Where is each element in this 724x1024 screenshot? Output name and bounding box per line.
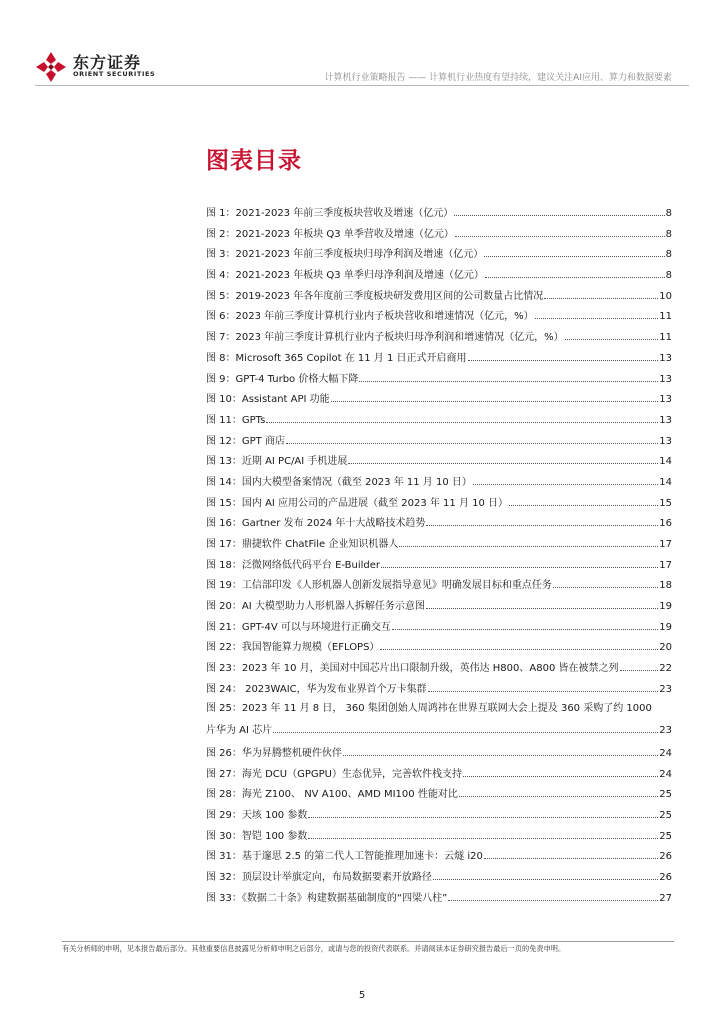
toc-entry-label: 图 7：2023 年前三季度计算机行业内子板块归母净利润和增速情况（亿元，%） <box>206 332 564 344</box>
dot-leader <box>392 616 658 630</box>
dot-leader <box>485 264 665 278</box>
toc-entry-page: 25 <box>659 830 672 842</box>
toc-entry-page: 13 <box>659 414 672 426</box>
toc-entry[interactable] <box>206 285 672 306</box>
toc-entry-label: 图 19：工信部印发《人形机器人创新发展指导意见》明确发展目标和重点任务 <box>206 580 552 592</box>
dot-leader <box>454 202 664 216</box>
dot-leader <box>509 492 658 506</box>
toc-entry-page: 25 <box>659 789 672 801</box>
toc-entry[interactable] <box>206 368 672 389</box>
toc-entry-label: 图 15：国内 AI 应用公司的产品进展（截至 2023 年 11 月 10 日） <box>206 497 509 509</box>
toc-entry-label: 图 14：国内大模型备案情况（截至 2023 年 11 月 10 日） <box>206 476 472 488</box>
toc-entry[interactable] <box>206 202 672 223</box>
toc-entry[interactable] <box>206 699 672 742</box>
dot-leader <box>620 657 659 671</box>
toc-entry[interactable] <box>206 409 672 430</box>
toc-entry[interactable] <box>206 825 672 846</box>
toc-heading: 图表目录 <box>206 148 302 174</box>
dot-leader <box>455 223 665 237</box>
toc-entry-label: 图 17：鼎捷软件 ChatFile 企业知识机器人 <box>206 539 399 550</box>
toc-entry[interactable] <box>206 326 672 347</box>
toc-entry-label: 图 24： 2023WAIC，华为发布业界首个万卡集群 <box>206 683 427 695</box>
disclaimer-text: 有关分析师的申明，见本报告最后部分。其他重要信息披露见分析师申明之后部分，或请与您的投资代表联系。并请阅读本证券研究报告最后一页的免责申明。 <box>62 944 566 953</box>
toc-entry-label: 图 28：海光 Z100、 NV A100、AMD MI100 性能对比 <box>206 789 458 801</box>
dot-leader <box>359 368 658 382</box>
toc-entry[interactable] <box>206 450 672 471</box>
footer-divider <box>62 941 674 942</box>
dot-leader <box>565 326 659 340</box>
toc-entry[interactable] <box>206 512 672 533</box>
toc-entry-page: 8 <box>665 228 672 240</box>
toc-entry-page: 24 <box>659 768 672 780</box>
dot-leader <box>468 347 659 361</box>
toc-entry-page: 20 <box>659 642 672 654</box>
dot-leader <box>273 719 658 733</box>
toc-entry[interactable] <box>206 388 672 409</box>
dot-leader <box>380 636 658 650</box>
dot-leader <box>266 409 658 423</box>
toc-entry-page: 27 <box>659 892 672 904</box>
toc-entry-label: 图 10：Assistant API 功能 <box>206 394 330 406</box>
toc-entry-line2 <box>206 719 672 742</box>
dot-leader <box>426 595 658 609</box>
toc-entry-page: 13 <box>659 394 672 406</box>
toc-entry[interactable] <box>206 742 672 763</box>
dot-leader <box>343 742 658 756</box>
toc-entry-label: 图 13：近期 AI PC/AI 手机进展 <box>206 456 348 468</box>
logo-english-name: ORIENT SECURITIES <box>73 70 156 78</box>
toc-entry-label: 图 31：基于邃思 2.5 的第二代人工智能推理加速卡：云燧 i20 <box>206 851 483 863</box>
toc-entry-page: 15 <box>659 497 672 509</box>
company-logo <box>35 48 165 84</box>
toc-entry-label: 图 26：华为昇腾整机硬件伙伴 <box>206 747 342 759</box>
toc-entry-label: 图 6：2023 年前三季度计算机行业内子板块营收和增速情况（亿元，%） <box>206 311 534 323</box>
toc-entry-label: 图 5：2019-2023 年各年度前三季度板块研发费用区间的公司数量占比情况 <box>206 290 544 302</box>
toc-entry-page: 16 <box>659 518 672 530</box>
toc-entry[interactable] <box>206 533 672 554</box>
toc-entry-page: 8 <box>665 208 672 219</box>
toc-entry-label: 图 8：Microsoft 365 Copilot 在 11 月 1 日正式开启商用 <box>206 352 467 364</box>
dot-leader <box>473 471 658 485</box>
toc-entry[interactable] <box>206 243 672 264</box>
dot-leader <box>426 512 658 526</box>
toc-entry[interactable] <box>206 804 672 825</box>
toc-entry-label: 图 3：2021-2023 年前三季度板块归母净利润及增速（亿元） <box>206 249 484 261</box>
logo-chinese-name: 东方证券 <box>73 53 142 72</box>
toc-entry-page: 23 <box>659 683 672 695</box>
dot-leader <box>553 574 658 588</box>
toc-entry-label: 图 27：海光 DCU（GPGPU）生态优异，完善软件栈支持 <box>206 768 462 780</box>
toc-entry-label: 图 18：泛微网络低代码平台 E-Builder <box>206 559 381 571</box>
dot-leader <box>331 388 659 402</box>
toc-entry-page: 14 <box>659 476 672 488</box>
toc-entry[interactable] <box>206 678 672 699</box>
toc-entry-page: 17 <box>659 539 672 550</box>
dot-leader <box>484 243 664 257</box>
toc-entry-page: 14 <box>659 456 672 468</box>
dot-leader <box>308 825 658 839</box>
toc-entry-label: 图 16：Gartner 发布 2024 年十大战略技术趋势 <box>206 518 426 530</box>
figure-list <box>206 202 672 907</box>
toc-entry[interactable] <box>206 430 672 451</box>
dot-leader <box>308 804 658 818</box>
toc-entry[interactable] <box>206 223 672 244</box>
dot-leader <box>544 285 658 299</box>
toc-entry[interactable] <box>206 574 672 595</box>
page-number: 5 <box>358 990 366 1001</box>
toc-entry[interactable] <box>206 636 672 657</box>
toc-entry-label: 图 4：2021-2023 年板块 Q3 单季归母净利润及增速（亿元） <box>206 270 484 282</box>
dot-leader <box>348 450 658 464</box>
toc-entry-page: 23 <box>659 725 672 737</box>
dot-leader <box>459 783 658 797</box>
toc-entry-label: 图 2：2021-2023 年板块 Q3 单季营收及增速（亿元） <box>206 228 454 240</box>
toc-entry[interactable] <box>206 887 672 908</box>
toc-entry-label: 图 33：《数据二十条》构建数据基础制度的“四梁八柱” <box>206 892 448 904</box>
dot-leader <box>448 887 658 901</box>
toc-entry[interactable] <box>206 492 672 513</box>
toc-entry[interactable] <box>206 264 672 285</box>
orient-securities-logo-icon <box>35 51 67 83</box>
toc-entry-page: 10 <box>659 290 672 302</box>
toc-entry-page: 26 <box>659 872 672 884</box>
dot-leader <box>535 305 659 319</box>
toc-entry[interactable] <box>206 845 672 866</box>
toc-entry-label: 图 25：2023 年 11 月 8 日， 360 集团创始人周鸿祎在世界互联网大会上提及 360 采购了约 1000 <box>206 702 652 714</box>
toc-entry-page: 25 <box>659 809 672 821</box>
dot-leader <box>463 763 658 777</box>
toc-entry-label-continued: 片华为 AI 芯片 <box>206 725 273 737</box>
toc-entry[interactable] <box>206 866 672 887</box>
toc-entry-page: 22 <box>659 663 672 675</box>
toc-entry[interactable] <box>206 783 672 804</box>
toc-entry-label: 图 9：GPT-4 Turbo 价格大幅下降 <box>206 373 359 385</box>
dot-leader <box>399 533 658 547</box>
toc-entry-label: 图 21：GPT-4V 可以与环境进行正确交互 <box>206 621 391 633</box>
toc-entry-page: 13 <box>659 352 672 364</box>
toc-entry-label: 图 29：天垓 100 参数 <box>206 809 308 821</box>
toc-entry-label: 图 20：AI 大模型助力人形机器人拆解任务示意图 <box>206 601 425 613</box>
toc-entry-label: 图 1：2021-2023 年前三季度板块营收及增速（亿元） <box>206 208 454 219</box>
toc-entry-label: 图 11：GPTs <box>206 414 266 426</box>
toc-entry-label: 图 22：我国智能算力规模（EFLOPS） <box>206 642 380 654</box>
toc-entry-label: 图 23：2023 年 10 月，美国对中国芯片出口限制升级，英伟达 H800、A800 皆在被禁之列 <box>206 663 619 675</box>
toc-entry-page: 17 <box>659 559 672 571</box>
toc-entry[interactable] <box>206 305 672 326</box>
toc-entry[interactable] <box>206 657 672 678</box>
toc-entry[interactable] <box>206 347 672 368</box>
toc-entry-page: 13 <box>659 373 672 385</box>
toc-entry-page: 24 <box>659 747 672 759</box>
dot-leader <box>428 678 659 692</box>
toc-entry-page: 8 <box>665 249 672 261</box>
toc-entry[interactable] <box>206 616 672 637</box>
toc-entry-page: 19 <box>659 621 672 633</box>
dot-leader <box>433 866 658 880</box>
toc-entry-page: 26 <box>659 851 672 863</box>
toc-entry-page: 19 <box>659 601 672 613</box>
toc-entry-page: 11 <box>659 332 672 344</box>
report-title: 计算机行业策略报告 —— 计算机行业热度有望持续，建议关注AI应用、算力和数据要素 <box>324 73 672 83</box>
page-header <box>0 0 724 96</box>
dot-leader <box>286 430 658 444</box>
toc-entry[interactable] <box>206 554 672 575</box>
toc-entry-page: 11 <box>659 311 672 323</box>
dot-leader <box>381 554 658 568</box>
toc-entry[interactable] <box>206 471 672 492</box>
dot-leader <box>484 845 658 859</box>
toc-entry-page: 8 <box>665 270 672 282</box>
header-divider <box>35 85 689 86</box>
toc-entry-label: 图 32：顶层设计举旗定向，布局数据要素开放路径 <box>206 872 432 884</box>
toc-entry-page: 13 <box>659 435 672 447</box>
toc-entry-label: 图 30：智铠 100 参数 <box>206 830 308 842</box>
toc-entry-label: 图 12：GPT 商店 <box>206 435 285 447</box>
toc-entry[interactable] <box>206 763 672 784</box>
toc-entry-page: 18 <box>659 580 672 592</box>
toc-entry[interactable] <box>206 595 672 616</box>
